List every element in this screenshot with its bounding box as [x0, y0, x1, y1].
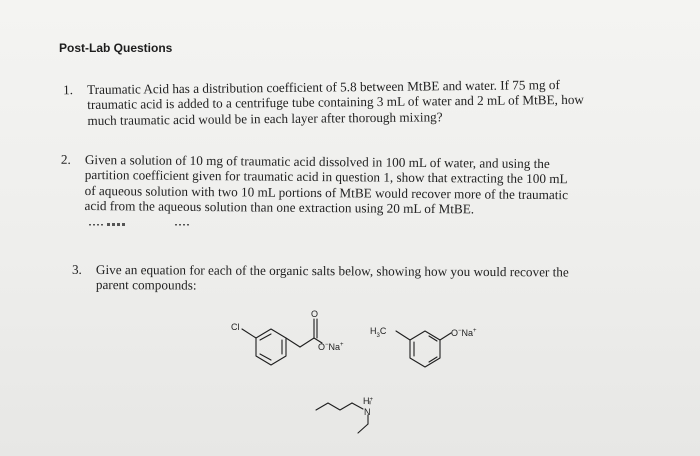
bond-to-chlorine [242, 329, 256, 338]
bond-to-methyl [396, 331, 410, 340]
question-2-line-3: of aqueous solution with two 10 mL portions of MtBE would recover more of the traumatic [84, 182, 569, 203]
question-3-line-2: parent compounds: [95, 277, 197, 293]
bond-to-phenoxide-oxygen [440, 333, 451, 340]
question-2-line-2: partition coefficient given for traumatic acid in question 1, show that extracting the 100 mL [84, 167, 568, 187]
methyl-label: $H_3C$ [370, 326, 387, 339]
structure-salt-1 [242, 319, 322, 365]
bond-ch2-to-carbonyl [300, 338, 314, 347]
ammonium-nitrogen-label: N [364, 407, 371, 417]
question-3-line-1: Give an equation for each of the organic salts below, showing how you would recover the [95, 262, 569, 280]
structure-salt-2 [396, 331, 451, 367]
bond-ring-to-ch2 [286, 338, 300, 347]
alkyl-chain-left [316, 403, 352, 410]
question-2-number: 2. [60, 151, 71, 167]
question-1-number: 1. [63, 82, 74, 98]
question-3-number: 3. [71, 261, 82, 277]
page-heading: Post-Lab Questions [59, 41, 173, 55]
question-2-line-4: acid from the aqueous solution than one extraction using 20 mL of MtBE. [84, 198, 475, 217]
question-1-line-2: traumatic acid is added to a centrifuge tube containing 3 mL of water and 2 mL of MtBE, how [87, 92, 584, 113]
question-1-line-3: much traumatic acid would be in each layer after thorough mixing? [87, 109, 443, 128]
ammonium-hydrogen-label: H+ [363, 396, 374, 406]
salt-2-anion-label: O−Na+ [451, 328, 477, 338]
salt-1-anion-label: O−Na+ [318, 342, 344, 352]
alkyl-chain-right [358, 424, 368, 433]
carbonyl-oxygen-label: O [311, 309, 319, 319]
bond-to-nitrogen [352, 403, 363, 409]
structure-salt-3 [316, 401, 370, 433]
chlorine-label: Cl [231, 322, 240, 332]
question-2-line-1: Given a solution of 10 mg of traumatic acid dissolved in 100 mL of water, and using the [84, 152, 550, 172]
question-1-line-1: Traumatic Acid has a distribution coefficient of 5.8 between MtBE and water. If 75 mg of [87, 77, 560, 97]
